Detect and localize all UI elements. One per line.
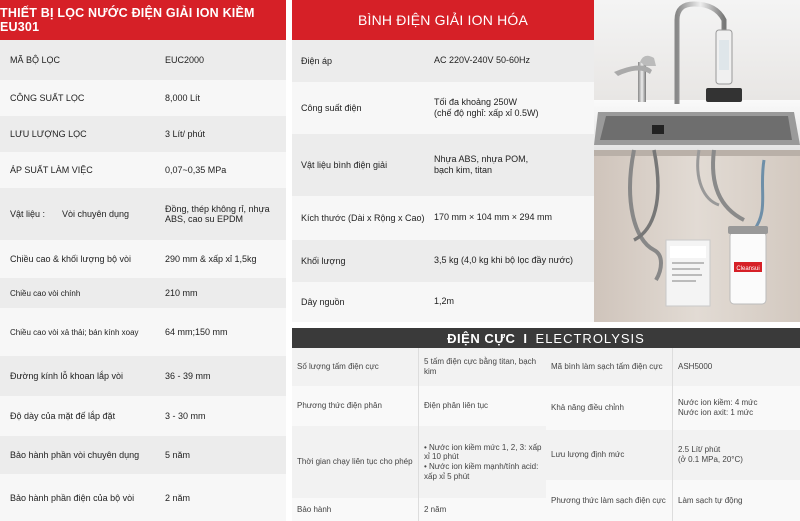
spec-value <box>673 398 800 417</box>
spec-label-main: Vật liệu : <box>10 209 46 219</box>
spec-label <box>0 209 155 219</box>
spec-value: 36 - 39 mm <box>165 371 211 381</box>
filter-spec-rows <box>0 40 286 521</box>
electrolyzer-spec-title: BÌNH ĐIỆN GIẢI ION HÓA <box>292 0 594 40</box>
spec-value-line: (chế độ nghỉ: xấp xỉ 0.5W) <box>434 108 539 118</box>
electrolysis-header <box>292 328 800 348</box>
spec-value: 3,5 kg (4,0 kg khi bộ lọc đầy nước) <box>434 255 573 266</box>
electrolysis-right-column <box>546 348 800 521</box>
spec-value: 5 năm <box>165 450 191 460</box>
spec-row <box>292 82 594 134</box>
spec-label: Số lượng tấm điện cực <box>292 348 419 386</box>
electrolysis-title: ĐIỆN CỰC <box>447 330 516 346</box>
spec-value: 210 mm <box>165 288 198 298</box>
spec-label: Khối lượng <box>301 256 346 266</box>
spec-value: Làm sạch tự động <box>678 495 743 505</box>
spec-value-line: Nước ion axit: 1 mức <box>678 408 754 417</box>
spec-sublabel: Vòi chuyên dụng <box>62 209 130 219</box>
spec-row <box>546 430 800 480</box>
electrolysis-left-column <box>292 348 546 521</box>
spec-label: LƯU LƯỢNG LỌC <box>10 129 87 139</box>
installation-illustration <box>594 0 800 322</box>
spec-label: Đường kính lỗ khoan lắp vòi <box>10 371 123 381</box>
spec-label: Thời gian chạy liên tục cho phép <box>292 426 419 498</box>
spec-value: 2 năm <box>424 504 447 514</box>
spec-row <box>292 134 594 196</box>
spec-row <box>292 282 594 322</box>
product-tag: Cleansui <box>736 266 760 272</box>
spec-value-line: Nước ion kiềm: 4 mức <box>678 398 758 408</box>
spec-row <box>0 40 286 80</box>
spec-row <box>292 348 546 386</box>
spec-value-line: Nhựa ABS, nhựa POM, <box>434 153 529 164</box>
spec-label: Bảo hành phần điện của bộ vòi <box>10 492 135 503</box>
spec-value: Điện phân liên tục <box>424 401 489 411</box>
spec-value <box>673 445 800 464</box>
spec-label: Bảo hành <box>292 498 419 521</box>
spec-row <box>0 436 286 474</box>
spec-label: Chiều cao vòi chính <box>10 288 81 298</box>
electrolysis-section <box>292 328 800 521</box>
spec-label: Mã bình làm sạch tấm điện cực <box>546 348 673 386</box>
spec-label: Bảo hành phần vòi chuyên dụng <box>10 450 140 460</box>
spec-label: Vật liệu bình điện giải <box>301 160 388 170</box>
spec-row <box>0 474 286 521</box>
spec-label: Kích thước (Dài x Rộng x Cao) <box>301 213 425 223</box>
spec-value: EUC2000 <box>165 55 205 65</box>
spec-value: 8,000 Lít <box>165 93 201 103</box>
spec-value: 1,2m <box>434 296 455 307</box>
sink-inner <box>600 116 792 140</box>
spec-value-line: Tối đa khoảng 250W <box>434 96 518 107</box>
spec-row <box>0 308 286 356</box>
spec-value <box>430 97 594 120</box>
bullet-list <box>424 443 546 481</box>
spec-value: 290 mm & xấp xỉ 1,5kg <box>165 254 257 264</box>
spec-row <box>0 80 286 116</box>
spec-value-line: 2.5 Lít/ phút <box>678 445 721 455</box>
spec-label: Độ dày của mặt đế lắp đặt <box>10 411 116 421</box>
spec-row <box>0 152 286 188</box>
spec-row <box>292 386 546 426</box>
bullet-item: • Nước ion kiềm mạnh/tính acid: xấp xỉ 5 phút <box>424 462 546 481</box>
spec-label: MÃ BỘ LỌC <box>10 55 61 65</box>
spec-row <box>0 278 286 308</box>
spec-value-line: (ở 0.1 MPa, 20°C) <box>678 455 743 464</box>
spec-row <box>546 348 800 386</box>
spec-row <box>546 480 800 521</box>
spec-row <box>292 240 594 282</box>
spec-label: Chiều cao vòi xả thải; bán kính xoay <box>10 327 139 337</box>
spec-value: 3 Lít/ phút <box>165 129 206 139</box>
electrolyzer-spec-table <box>292 0 594 322</box>
spec-row <box>0 240 286 278</box>
spec-row <box>292 196 594 240</box>
title-separator: I <box>523 330 528 346</box>
spec-row <box>292 426 546 498</box>
electrolysis-subtitle: ELECTROLYSIS <box>535 330 645 346</box>
spec-value: Đồng, thép không rỉ, nhựa ABS, cao su EPDM <box>165 204 270 224</box>
spec-label: Lưu lượng định mức <box>546 430 673 480</box>
spec-row <box>0 356 286 396</box>
spec-value <box>430 154 594 177</box>
faucet-base <box>706 88 742 102</box>
wall <box>594 0 800 100</box>
sink-drain <box>652 125 664 134</box>
spec-label: Công suất điện <box>301 103 362 113</box>
product-photo <box>594 0 800 322</box>
spec-value: 64 mm;150 mm <box>165 327 228 337</box>
filter-spec-table <box>0 0 286 521</box>
spec-row <box>546 386 800 430</box>
spec-value: 2 năm <box>165 492 191 503</box>
spec-label: Chiều cao & khối lượng bộ vòi <box>10 254 131 264</box>
spec-value: 170 mm × 104 mm × 294 mm <box>434 212 553 223</box>
spec-label: Khả năng điều chỉnh <box>546 386 673 430</box>
spec-value: 3 - 30 mm <box>165 411 206 421</box>
spec-value: AC 220V-240V 50-60Hz <box>434 55 531 66</box>
spec-label: Phương thức điện phân <box>292 386 419 426</box>
filter-spec-title: THIẾT BỊ LỌC NƯỚC ĐIỆN GIẢI ION KIỀM EU301 <box>0 0 286 40</box>
spec-label: Điện áp <box>301 56 333 66</box>
spec-row <box>0 188 286 240</box>
bullet-item: • Nước ion kiềm mức 1, 2, 3: xấp xỉ 10 phút <box>424 443 546 462</box>
electrolyzer-spec-rows <box>292 40 594 322</box>
spec-row <box>292 498 546 521</box>
spec-label: CÔNG SUẤT LỌC <box>10 93 85 103</box>
spec-label: Dây nguồn <box>301 297 345 307</box>
spec-value: ASH5000 <box>678 362 713 372</box>
spec-label: ÁP SUẤT LÀM VIỆC <box>10 165 93 175</box>
spec-value-line: bạch kim, titan <box>434 165 493 175</box>
spec-value <box>419 443 546 481</box>
spec-value: 5 tấm điện cực bằng titan, bạch kim <box>424 357 537 376</box>
spec-row <box>292 40 594 82</box>
spec-label: Phương thức làm sạch điện cực <box>546 480 673 521</box>
spec-row <box>0 396 286 436</box>
spec-row <box>0 116 286 152</box>
spec-value: 0,07~0,35 MPa <box>165 165 227 175</box>
